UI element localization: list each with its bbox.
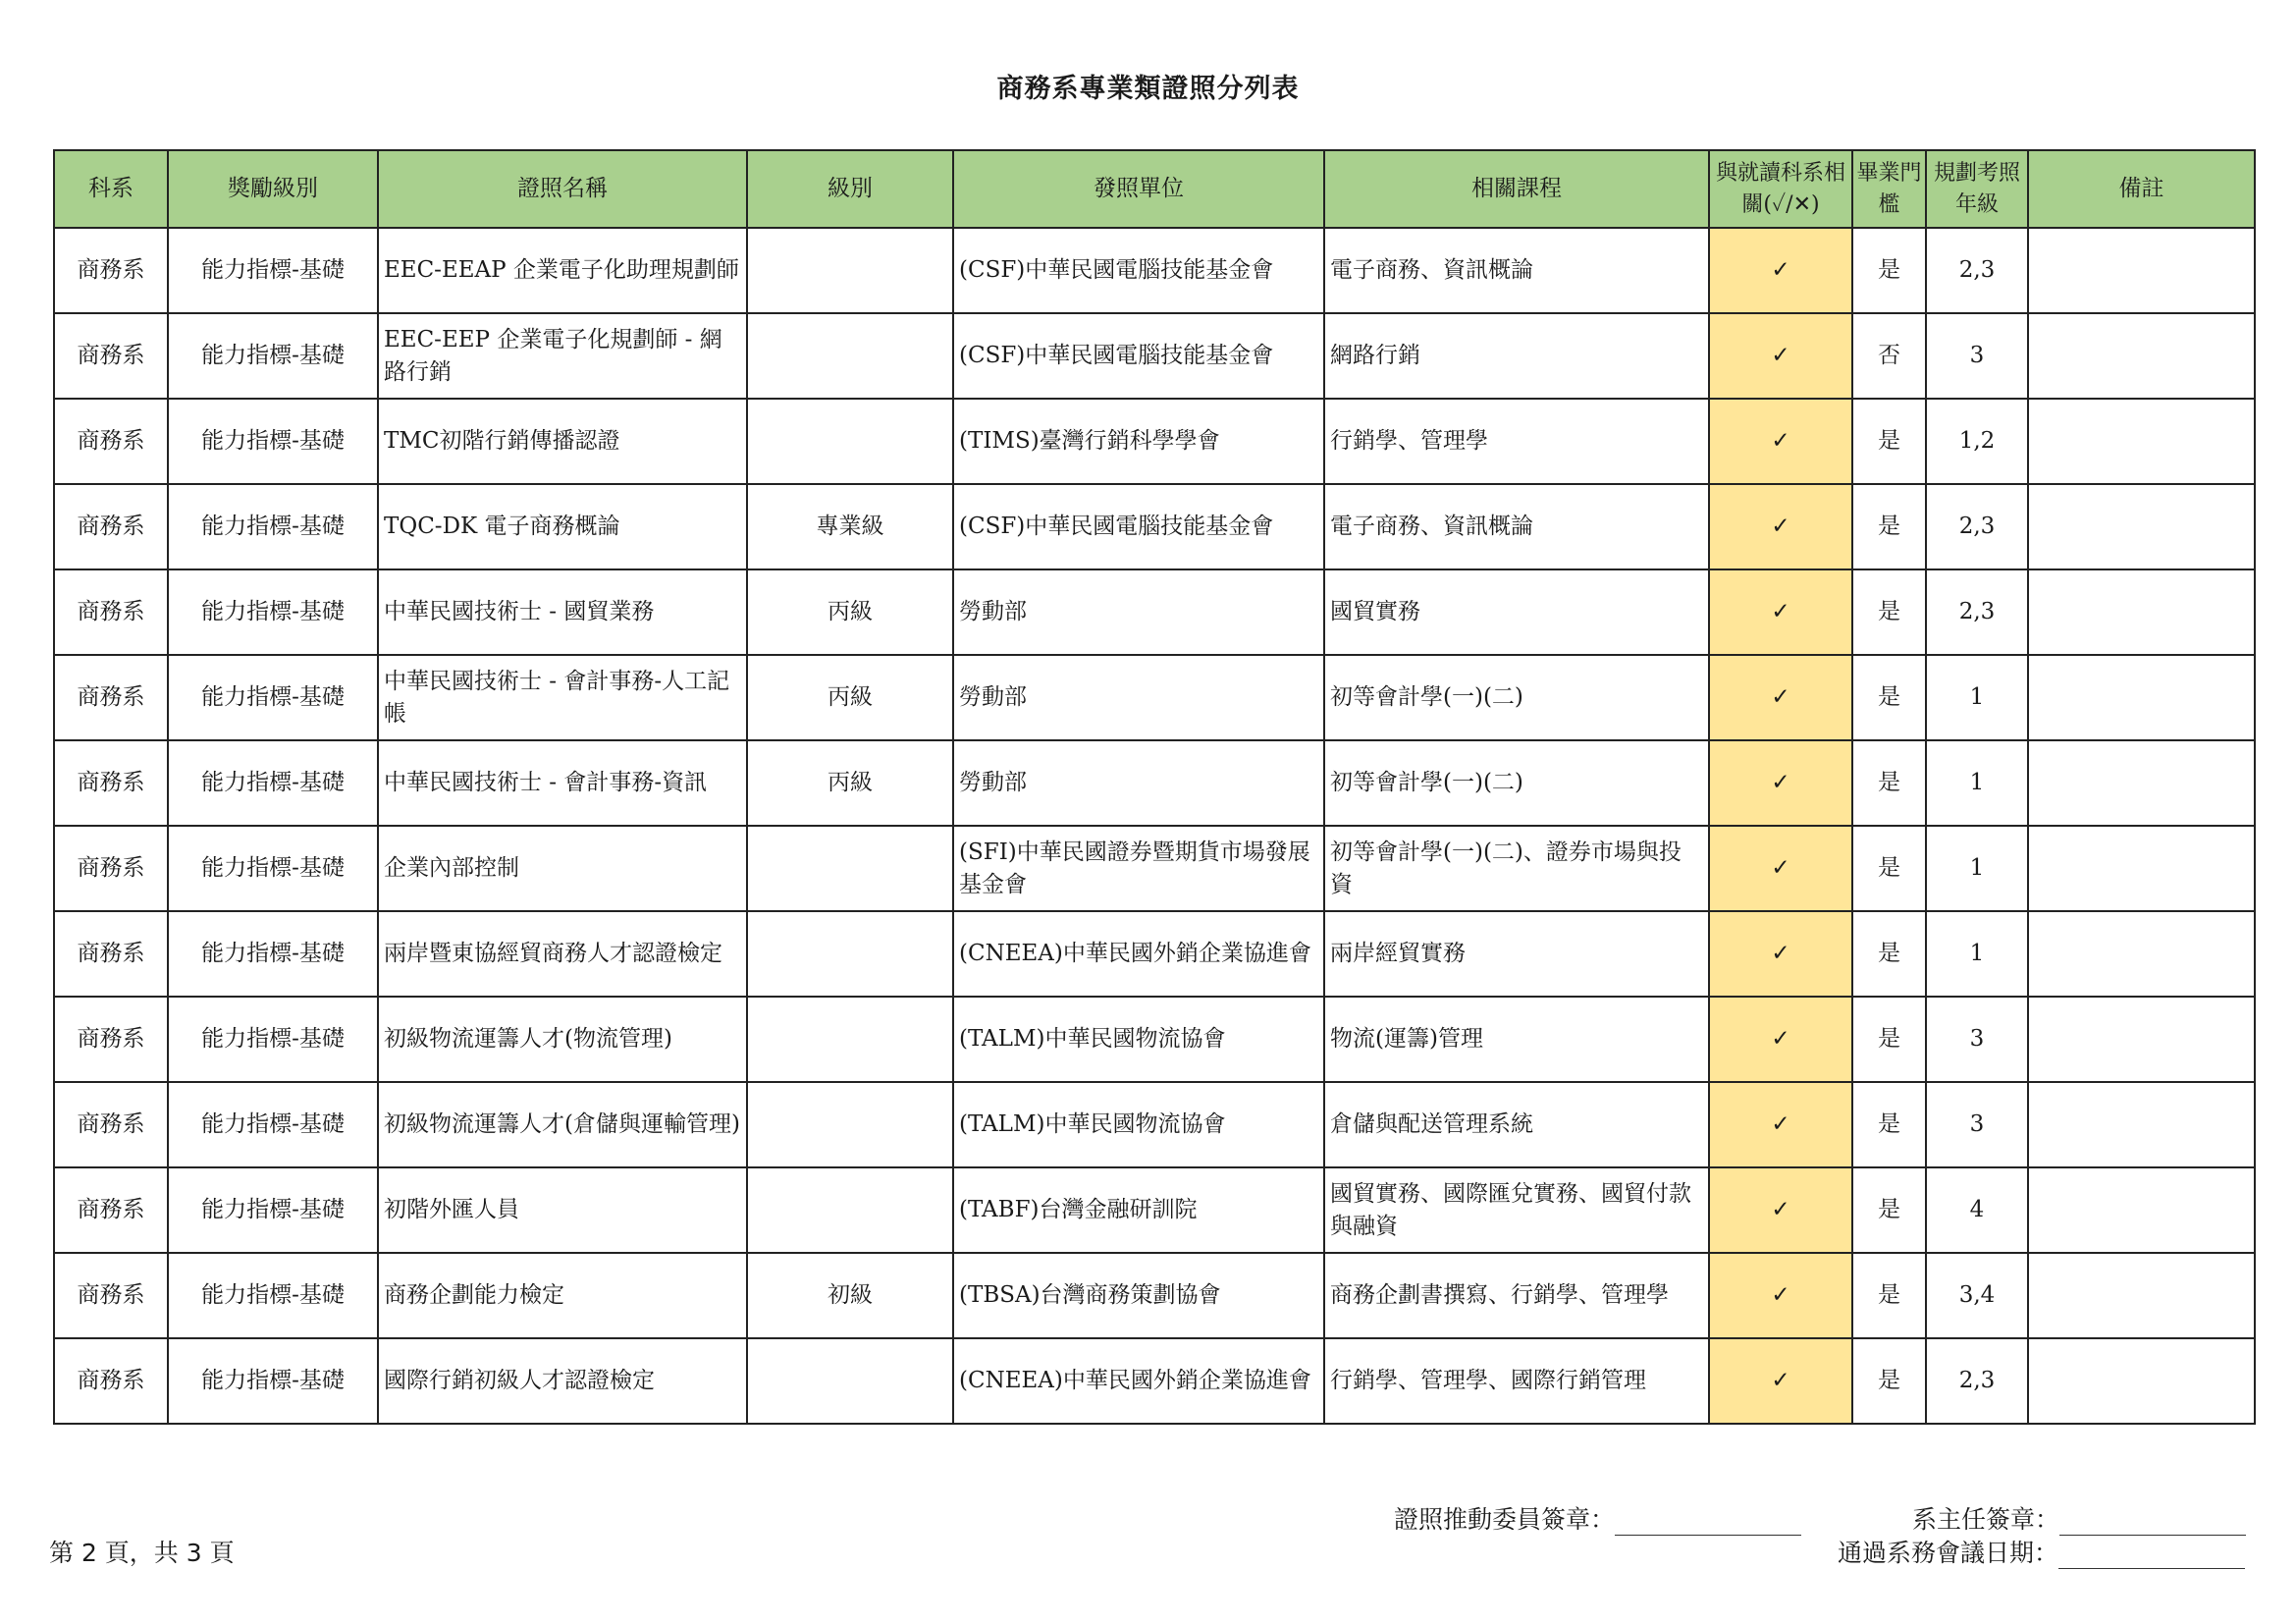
related-check-icon: ✓ [1709, 1253, 1852, 1338]
cell-level [747, 313, 953, 399]
cell-graduation-gate: 是 [1852, 911, 1926, 997]
committee-sign-line [1615, 1509, 1801, 1536]
header-cert-name: 證照名稱 [378, 150, 747, 228]
cell-planned-grade: 3 [1926, 313, 2028, 399]
cell-notes [2028, 399, 2255, 484]
cell-cert-name: 商務企劃能力檢定 [378, 1253, 747, 1338]
cell-award-level: 能力指標-基礎 [168, 1167, 378, 1253]
cell-courses: 物流(運籌)管理 [1324, 997, 1709, 1082]
cell-cert-name: 初階外匯人員 [378, 1167, 747, 1253]
table-row [54, 313, 2255, 399]
cell-planned-grade: 1,2 [1926, 399, 2028, 484]
cell-planned-grade: 2,3 [1926, 1338, 2028, 1424]
cell-level: 丙級 [747, 655, 953, 740]
cell-level [747, 1338, 953, 1424]
meeting-date [1838, 1534, 2245, 1569]
cell-courses: 初等會計學(一)(二) [1324, 740, 1709, 826]
header-issuer: 發照單位 [953, 150, 1324, 228]
cell-dept: 商務系 [54, 1082, 168, 1167]
cell-dept: 商務系 [54, 1338, 168, 1424]
table-row [54, 1082, 2255, 1167]
cell-courses: 電子商務、資訊概論 [1324, 228, 1709, 313]
related-check-icon: ✓ [1709, 911, 1852, 997]
page-number: 第 2 頁，共 3 頁 [49, 1539, 235, 1567]
related-check-icon: ✓ [1709, 228, 1852, 313]
cell-notes [2028, 1338, 2255, 1424]
cell-issuer: 勞動部 [953, 740, 1324, 826]
cell-graduation-gate: 是 [1852, 484, 1926, 569]
cell-award-level: 能力指標-基礎 [168, 1338, 378, 1424]
table-row [54, 569, 2255, 655]
cell-courses: 兩岸經貿實務 [1324, 911, 1709, 997]
header-dept: 科系 [54, 150, 168, 228]
cell-courses: 初等會計學(一)(二) [1324, 655, 1709, 740]
cell-notes [2028, 911, 2255, 997]
cell-issuer: (CSF)中華民國電腦技能基金會 [953, 313, 1324, 399]
cell-graduation-gate: 是 [1852, 1082, 1926, 1167]
cell-dept: 商務系 [54, 399, 168, 484]
cell-planned-grade: 2,3 [1926, 228, 2028, 313]
cell-issuer: 勞動部 [953, 655, 1324, 740]
cell-notes [2028, 228, 2255, 313]
related-check-icon: ✓ [1709, 826, 1852, 911]
table-header-row [54, 150, 2255, 228]
cell-courses: 初等會計學(一)(二)、證券市場與投資 [1324, 826, 1709, 911]
cell-dept: 商務系 [54, 997, 168, 1082]
related-check-icon: ✓ [1709, 1167, 1852, 1253]
cell-courses: 國貿實務、國際匯兌實務、國貿付款與融資 [1324, 1167, 1709, 1253]
cell-dept: 商務系 [54, 1253, 168, 1338]
cell-cert-name: 中華民國技術士 - 會計事務-人工記帳 [378, 655, 747, 740]
committee-signature [1394, 1500, 1801, 1536]
cell-notes [2028, 997, 2255, 1082]
cell-courses: 商務企劃書撰寫、行銷學、管理學 [1324, 1253, 1709, 1338]
chair-sign-line [2059, 1509, 2246, 1536]
cell-award-level: 能力指標-基礎 [168, 1082, 378, 1167]
cell-award-level: 能力指標-基礎 [168, 1253, 378, 1338]
cell-graduation-gate: 是 [1852, 997, 1926, 1082]
cell-issuer: (TALM)中華民國物流協會 [953, 1082, 1324, 1167]
cell-planned-grade: 3 [1926, 1082, 2028, 1167]
cell-level [747, 399, 953, 484]
cell-issuer: 勞動部 [953, 569, 1324, 655]
cell-dept: 商務系 [54, 313, 168, 399]
cell-level [747, 1082, 953, 1167]
cell-cert-name: 中華民國技術士 - 會計事務-資訊 [378, 740, 747, 826]
cell-cert-name: TQC-DK 電子商務概論 [378, 484, 747, 569]
cell-cert-name: EEC-EEP 企業電子化規劃師 - 網路行銷 [378, 313, 747, 399]
cell-planned-grade: 1 [1926, 911, 2028, 997]
cell-level: 丙級 [747, 569, 953, 655]
cell-award-level: 能力指標-基礎 [168, 399, 378, 484]
header-notes: 備註 [2028, 150, 2255, 228]
cell-graduation-gate: 是 [1852, 826, 1926, 911]
cell-planned-grade: 2,3 [1926, 484, 2028, 569]
table-row [54, 826, 2255, 911]
cell-dept: 商務系 [54, 911, 168, 997]
cell-issuer: (TBSA)台灣商務策劃協會 [953, 1253, 1324, 1338]
cell-dept: 商務系 [54, 569, 168, 655]
chair-sign-label: 系主任簽章： [1912, 1505, 2060, 1534]
cell-level [747, 228, 953, 313]
header-level: 級別 [747, 150, 953, 228]
cell-notes [2028, 1082, 2255, 1167]
cell-issuer: (CNEEA)中華民國外銷企業協進會 [953, 911, 1324, 997]
cell-award-level: 能力指標-基礎 [168, 228, 378, 313]
page-title: 商務系專業類證照分列表 [996, 74, 1300, 104]
related-check-icon: ✓ [1709, 399, 1852, 484]
header-graduation-gate: 畢業門檻 [1852, 150, 1926, 228]
cell-notes [2028, 1167, 2255, 1253]
table-row [54, 1338, 2255, 1424]
cell-cert-name: 國際行銷初級人才認證檢定 [378, 1338, 747, 1424]
cell-level [747, 1167, 953, 1253]
cell-courses: 國貿實務 [1324, 569, 1709, 655]
cell-planned-grade: 1 [1926, 740, 2028, 826]
cell-notes [2028, 740, 2255, 826]
cell-dept: 商務系 [54, 740, 168, 826]
related-check-icon: ✓ [1709, 740, 1852, 826]
cell-courses: 行銷學、管理學、國際行銷管理 [1324, 1338, 1709, 1424]
cell-issuer: (CSF)中華民國電腦技能基金會 [953, 484, 1324, 569]
committee-sign-label: 證照推動委員簽章： [1394, 1505, 1616, 1534]
table-row [54, 655, 2255, 740]
related-check-icon: ✓ [1709, 569, 1852, 655]
related-check-icon: ✓ [1709, 1082, 1852, 1167]
header-planned-grade: 規劃考照年級 [1926, 150, 2028, 228]
cell-courses: 電子商務、資訊概論 [1324, 484, 1709, 569]
cell-dept: 商務系 [54, 826, 168, 911]
cell-graduation-gate: 是 [1852, 655, 1926, 740]
cell-planned-grade: 4 [1926, 1167, 2028, 1253]
cell-level [747, 997, 953, 1082]
cell-award-level: 能力指標-基礎 [168, 826, 378, 911]
cell-award-level: 能力指標-基礎 [168, 911, 378, 997]
cell-planned-grade: 2,3 [1926, 569, 2028, 655]
cell-notes [2028, 313, 2255, 399]
cell-award-level: 能力指標-基礎 [168, 484, 378, 569]
cell-cert-name: 中華民國技術士 - 國貿業務 [378, 569, 747, 655]
table-row [54, 228, 2255, 313]
cell-award-level: 能力指標-基礎 [168, 655, 378, 740]
cell-planned-grade: 1 [1926, 826, 2028, 911]
header-courses: 相關課程 [1324, 150, 1709, 228]
meeting-date-label: 通過系務會議日期： [1838, 1539, 2059, 1567]
cell-cert-name: 初級物流運籌人才(倉儲與運輸管理) [378, 1082, 747, 1167]
cell-award-level: 能力指標-基礎 [168, 313, 378, 399]
chair-signature [1912, 1500, 2246, 1536]
cell-courses: 倉儲與配送管理系統 [1324, 1082, 1709, 1167]
cell-notes [2028, 826, 2255, 911]
cell-cert-name: 初級物流運籌人才(物流管理) [378, 997, 747, 1082]
cell-award-level: 能力指標-基礎 [168, 740, 378, 826]
table-row [54, 740, 2255, 826]
table-row [54, 911, 2255, 997]
cell-courses: 網路行銷 [1324, 313, 1709, 399]
related-check-icon: ✓ [1709, 484, 1852, 569]
cell-level: 丙級 [747, 740, 953, 826]
cell-level [747, 826, 953, 911]
cell-planned-grade: 1 [1926, 655, 2028, 740]
cell-graduation-gate: 是 [1852, 228, 1926, 313]
cell-notes [2028, 484, 2255, 569]
header-related: 與就讀科系相關(✓/✕) [1709, 150, 1852, 228]
certificate-table [53, 149, 2256, 1425]
cell-graduation-gate: 是 [1852, 569, 1926, 655]
cell-planned-grade: 3 [1926, 997, 2028, 1082]
cell-notes [2028, 569, 2255, 655]
cell-dept: 商務系 [54, 484, 168, 569]
cell-issuer: (CSF)中華民國電腦技能基金會 [953, 228, 1324, 313]
cell-level: 初級 [747, 1253, 953, 1338]
cell-dept: 商務系 [54, 655, 168, 740]
cell-issuer: (CNEEA)中華民國外銷企業協進會 [953, 1338, 1324, 1424]
cell-courses: 行銷學、管理學 [1324, 399, 1709, 484]
table-row [54, 484, 2255, 569]
table-row [54, 1167, 2255, 1253]
cell-graduation-gate: 是 [1852, 740, 1926, 826]
table-row [54, 1253, 2255, 1338]
cell-graduation-gate: 是 [1852, 1253, 1926, 1338]
cell-planned-grade: 3,4 [1926, 1253, 2028, 1338]
cell-level: 專業級 [747, 484, 953, 569]
related-check-icon: ✓ [1709, 655, 1852, 740]
related-check-icon: ✓ [1709, 313, 1852, 399]
cell-cert-name: 企業內部控制 [378, 826, 747, 911]
cell-cert-name: EEC-EEAP 企業電子化助理規劃師 [378, 228, 747, 313]
cell-issuer: (SFI)中華民國證券暨期貨市場發展基金會 [953, 826, 1324, 911]
related-check-icon: ✓ [1709, 997, 1852, 1082]
header-award-level: 獎勵級別 [168, 150, 378, 228]
cell-graduation-gate: 否 [1852, 313, 1926, 399]
meeting-date-line [2058, 1543, 2245, 1569]
cell-graduation-gate: 是 [1852, 399, 1926, 484]
cell-cert-name: TMC初階行銷傳播認證 [378, 399, 747, 484]
cell-notes [2028, 1253, 2255, 1338]
cell-issuer: (TIMS)臺灣行銷科學學會 [953, 399, 1324, 484]
cell-dept: 商務系 [54, 228, 168, 313]
related-check-icon: ✓ [1709, 1338, 1852, 1424]
cell-graduation-gate: 是 [1852, 1338, 1926, 1424]
cell-award-level: 能力指標-基礎 [168, 569, 378, 655]
table-row [54, 997, 2255, 1082]
cell-level [747, 911, 953, 997]
cell-graduation-gate: 是 [1852, 1167, 1926, 1253]
cell-award-level: 能力指標-基礎 [168, 997, 378, 1082]
table-row [54, 399, 2255, 484]
cell-issuer: (TALM)中華民國物流協會 [953, 997, 1324, 1082]
cell-dept: 商務系 [54, 1167, 168, 1253]
cell-notes [2028, 655, 2255, 740]
cell-cert-name: 兩岸暨東協經貿商務人才認證檢定 [378, 911, 747, 997]
cell-issuer: (TABF)台灣金融研訓院 [953, 1167, 1324, 1253]
